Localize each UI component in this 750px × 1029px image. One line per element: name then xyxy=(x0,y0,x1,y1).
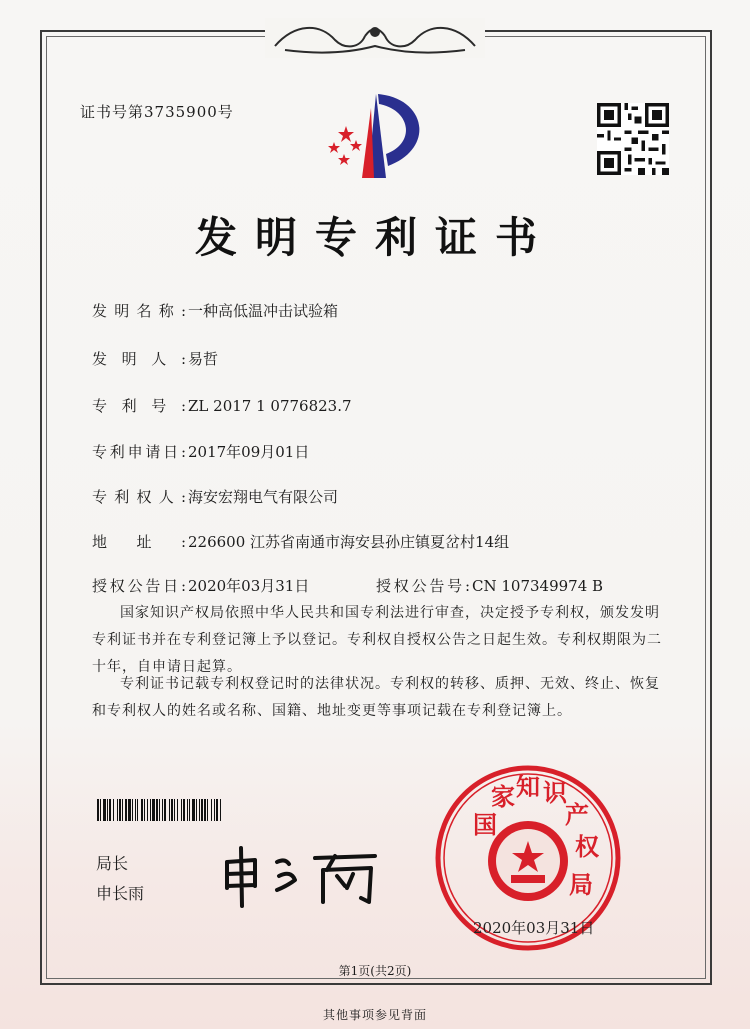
svg-text:权: 权 xyxy=(575,833,599,861)
barcode-bar xyxy=(171,799,173,821)
barcode-bar xyxy=(147,799,148,821)
barcode-bar xyxy=(156,799,158,821)
barcode-bar xyxy=(117,799,118,821)
back-note: 其他事项参见背面 xyxy=(322,1008,427,1022)
barcode-bar xyxy=(207,799,208,821)
address-label: 地址: xyxy=(92,533,186,551)
barcode-bar xyxy=(169,799,170,821)
cnipa-logo-icon xyxy=(316,88,436,184)
barcode-bar xyxy=(152,799,155,821)
barcode-bar xyxy=(216,799,218,821)
barcode-bar xyxy=(192,799,195,821)
patentee-value: 海安宏翔电气有限公司 xyxy=(188,488,339,506)
patent-no-value: ZL 2017 1 0776823.7 xyxy=(188,397,352,415)
barcode-bar xyxy=(144,799,145,821)
grant-no-label: 授权公告号: xyxy=(376,577,470,595)
invention-name-label: 发明名称: xyxy=(92,302,186,320)
barcode-bar xyxy=(162,799,163,821)
barcode-bar xyxy=(100,799,101,821)
statement-paragraph-1: 国家知识产权局依照中华人民共和国专利法进行审查，决定授予专利权，颁发发明专利证书并在专利登记簿上予以登记。专利权自授权公告之日起生效。专利权期限为二十年，自申请日起算。 xyxy=(92,605,662,675)
barcode-bar xyxy=(196,799,197,821)
qr-code-icon xyxy=(597,103,669,175)
barcode-bar xyxy=(164,799,166,821)
barcode-bar xyxy=(107,799,108,821)
field-patentee xyxy=(92,486,338,507)
field-filing-date xyxy=(92,441,309,462)
svg-text:产: 产 xyxy=(565,801,589,829)
field-inventor xyxy=(92,348,218,369)
barcode-bar xyxy=(177,799,178,821)
barcode-bar xyxy=(125,799,127,821)
barcode-bar xyxy=(103,799,106,821)
barcode-bar xyxy=(141,799,143,821)
grant-date-value: 2020年03月31日 xyxy=(188,577,310,595)
barcode-bar xyxy=(183,799,185,821)
barcode-bar xyxy=(128,799,131,821)
barcode-bar xyxy=(97,799,99,821)
ornament-icon xyxy=(265,18,485,58)
svg-text:知: 知 xyxy=(516,773,540,801)
svg-text:家: 家 xyxy=(491,783,515,811)
field-invention-name xyxy=(92,300,338,321)
barcode-bar xyxy=(187,799,188,821)
barcode-bar xyxy=(109,799,111,821)
barcode-bar xyxy=(211,799,212,821)
barcode-bar xyxy=(220,799,221,821)
barcode-bar xyxy=(159,799,160,821)
svg-text:国: 国 xyxy=(473,811,497,839)
barcode-bar xyxy=(119,799,121,821)
director-title: 局长 xyxy=(96,854,129,873)
grant-date-label: 授权公告日: xyxy=(92,577,186,595)
address-value: 226600 江苏省南通市海安县孙庄镇夏岔村14组 xyxy=(188,533,510,551)
barcode-bar xyxy=(113,799,114,821)
national-emblem-icon xyxy=(488,821,568,901)
barcode-bar xyxy=(199,799,200,821)
barcode-bar xyxy=(122,799,123,821)
filing-date-value: 2017年09月01日 xyxy=(188,443,310,461)
barcode-bar xyxy=(181,799,182,821)
field-grant-no xyxy=(376,575,603,596)
field-patent-no xyxy=(92,395,352,416)
field-address xyxy=(92,531,509,552)
barcode-bar xyxy=(189,799,190,821)
barcode-icon xyxy=(97,799,327,821)
barcode-bar xyxy=(204,799,206,821)
field-grant-date xyxy=(92,575,309,596)
inventor-label: 发明人: xyxy=(92,350,186,368)
page-number: 第1页(共2页) xyxy=(338,964,412,978)
barcode-bar xyxy=(214,799,215,821)
grant-no-value: CN 107349974 B xyxy=(472,577,604,595)
barcode-bar xyxy=(132,799,133,821)
svg-text:识: 识 xyxy=(543,779,567,807)
invention-name-value: 一种高低温冲击试验箱 xyxy=(188,302,339,320)
statement-paragraph-2: 专利证书记载专利权登记时的法律状况。专利权的转移、质押、无效、终止、恢复和专利权人的姓名或名称、国籍、地址变更等事项记载在专利登记簿上。 xyxy=(92,676,660,719)
barcode-bar xyxy=(137,799,138,821)
barcode-bar xyxy=(150,799,151,821)
director-name: 申长雨 xyxy=(96,884,145,903)
patentee-label: 专利权人: xyxy=(92,488,186,506)
patent-no-label: 专利号: xyxy=(92,397,186,415)
svg-text:局: 局 xyxy=(569,871,593,899)
certificate-number: 证书号第3735900号 xyxy=(80,103,234,121)
filing-date-label: 专利申请日: xyxy=(92,443,186,461)
page-title: 发明专利证书 xyxy=(194,213,555,262)
barcode-bar xyxy=(135,799,136,821)
inventor-value: 易哲 xyxy=(188,350,219,368)
seal-date: 2020年03月31日 xyxy=(473,919,595,937)
barcode-bar xyxy=(201,799,203,821)
director-signature xyxy=(215,840,385,910)
barcode-bar xyxy=(174,799,175,821)
